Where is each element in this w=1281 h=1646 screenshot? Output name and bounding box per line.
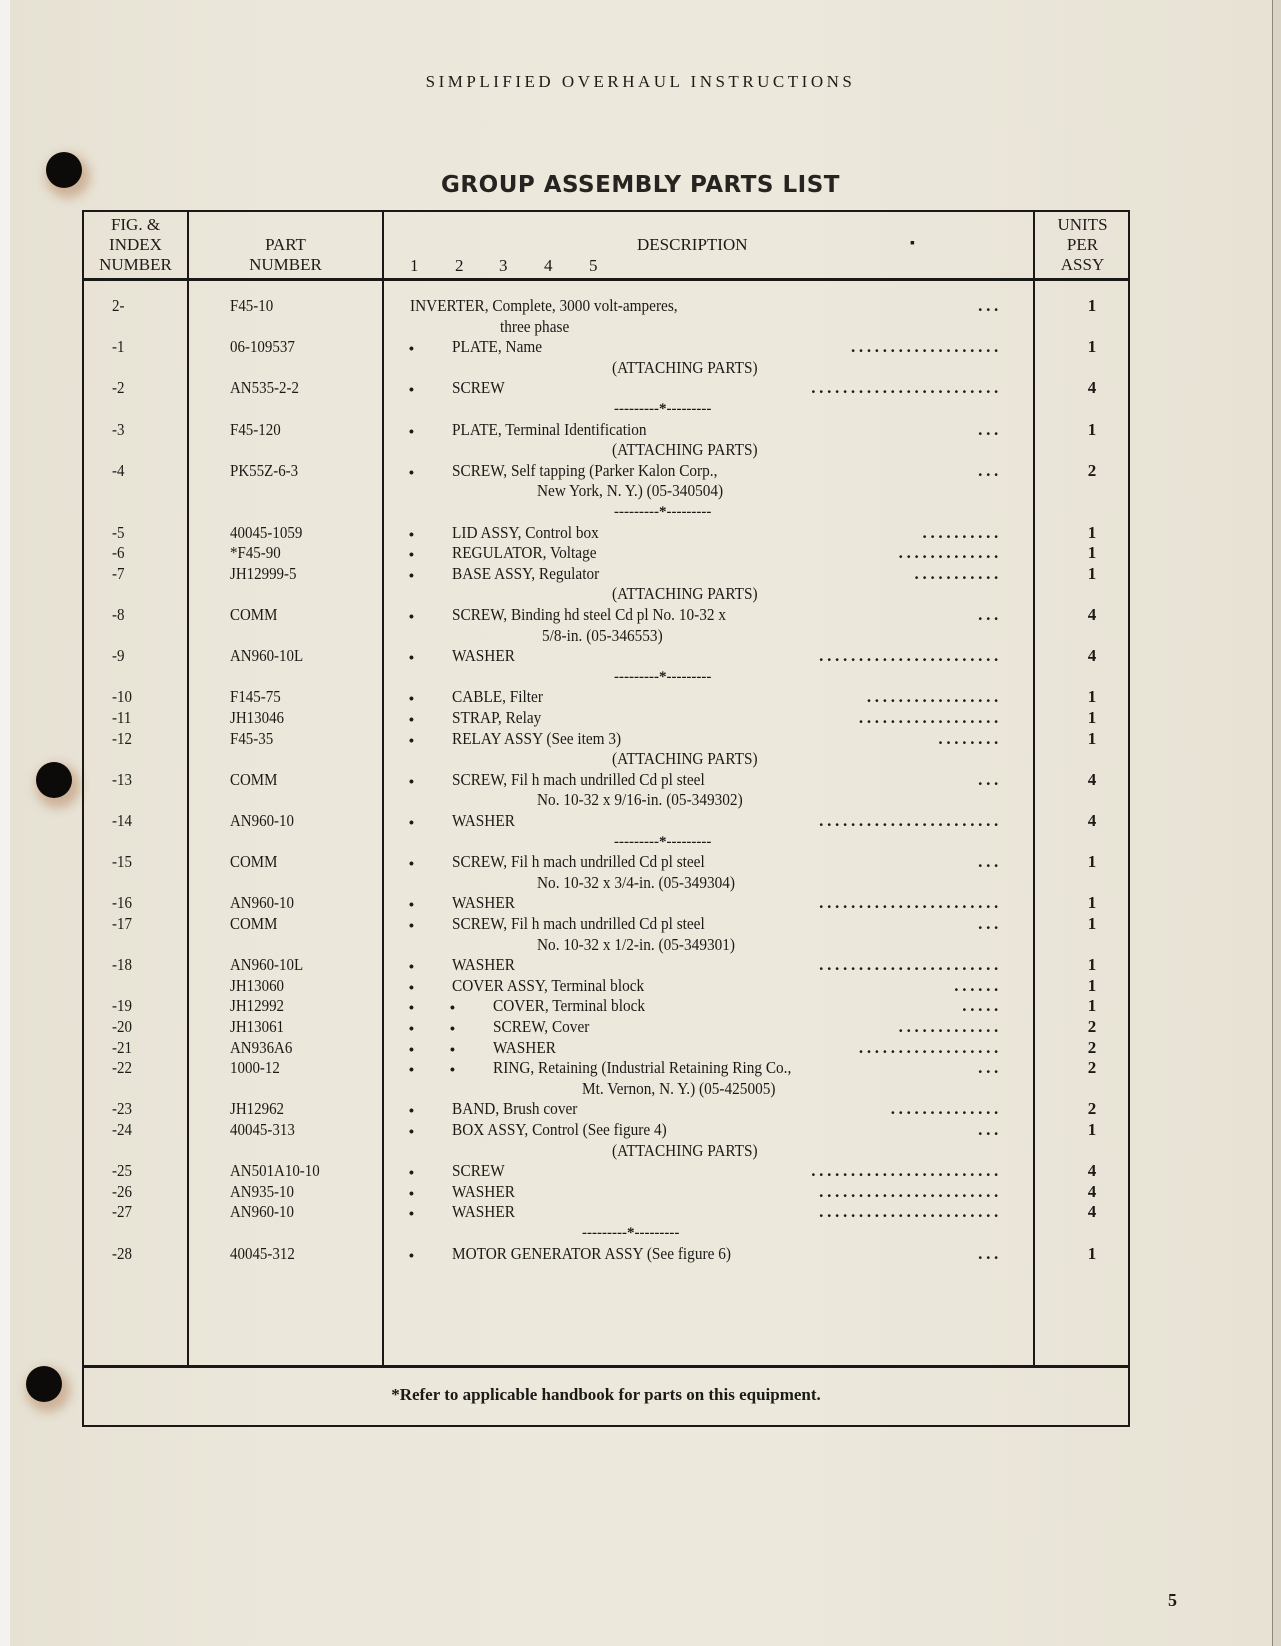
indent-bullet-icon: •: [409, 917, 414, 933]
description: SCREW, Binding hd steel Cd pl No. 10-32 x: [452, 605, 727, 624]
table-row: [82, 811, 1130, 831]
description: REGULATOR, Voltage: [452, 543, 597, 563]
leader-dots: ...........: [914, 563, 1002, 583]
description: WASHER: [452, 1202, 515, 1222]
indent-bullet-icon: •: [409, 649, 414, 666]
table-row-continuation: [82, 790, 1130, 810]
table-row-continuation: [82, 626, 1130, 646]
indent-bullet-icon: •: [409, 772, 414, 789]
index-number: -11: [112, 708, 132, 727]
description: STRAP, Relay: [452, 708, 542, 727]
description: WASHER: [452, 1181, 515, 1201]
separator-line: ---------*---------: [614, 401, 712, 417]
units-per-assy: 1: [1087, 522, 1097, 542]
part-number: COMM: [230, 852, 278, 872]
leader-dots: ........................: [811, 1161, 1002, 1181]
description: SCREW, Cover: [493, 1017, 590, 1036]
leader-dots: .......................: [819, 955, 1002, 975]
description: SCREW: [452, 378, 505, 398]
description: WASHER: [452, 811, 515, 830]
leader-dots: .....: [962, 996, 1002, 1016]
indent-bullet-icon: •: [409, 978, 414, 995]
table-row: [82, 337, 1130, 357]
part-number: JH12992: [230, 996, 285, 1016]
leader-dots: ......: [954, 975, 1002, 995]
part-number: 40045-1059: [230, 522, 303, 542]
table-row: [82, 543, 1130, 563]
part-number: F45-35: [230, 728, 274, 748]
table-row: [82, 646, 1130, 666]
index-number: -13: [112, 769, 132, 789]
header-level-2: 2: [455, 256, 464, 275]
table-row: [82, 893, 1130, 913]
indent-bullet-icon: •: [409, 525, 414, 542]
description: CABLE, Filter: [452, 687, 543, 707]
group-separator: [82, 502, 1130, 522]
description-continuation: No. 10-32 x 1/2-in. (05-349301): [537, 934, 736, 954]
description: WASHER: [452, 893, 515, 913]
attaching-parts-note: [82, 1141, 1130, 1161]
part-number: AN935-10: [230, 1181, 294, 1201]
attaching-parts-note: [82, 440, 1130, 460]
units-per-assy: 1: [1087, 708, 1097, 727]
index-number: -5: [112, 522, 125, 542]
leader-dots: .......................: [819, 811, 1002, 830]
units-per-assy: 1: [1087, 1243, 1097, 1263]
index-number: -1: [112, 337, 125, 357]
table-row-continuation: [82, 1079, 1130, 1099]
index-number: -28: [112, 1243, 132, 1263]
table-row: [82, 1202, 1130, 1222]
table-row: [82, 296, 1130, 316]
description: SCREW, Fil h mach undrilled Cd pl steel: [452, 769, 705, 789]
indent-bullet-icon: •: [409, 546, 414, 563]
indent-bullet-icon: •: [450, 1020, 455, 1036]
part-number: JH12962: [230, 1099, 285, 1119]
table-row: [82, 914, 1130, 934]
units-per-assy: 2: [1087, 1099, 1097, 1119]
leader-dots: .......................: [819, 893, 1002, 913]
units-per-assy: 4: [1087, 605, 1097, 624]
part-number: 40045-313: [230, 1120, 295, 1139]
description: INVERTER, Complete, 3000 volt-amperes,: [410, 296, 678, 315]
description-continuation: No. 10-32 x 9/16-in. (05-349302): [537, 790, 743, 810]
part-number: PK55Z-6-3: [230, 460, 299, 480]
table-row-continuation: [82, 935, 1130, 955]
indent-bullet-icon: •: [409, 814, 414, 830]
leader-dots: ...: [978, 460, 1002, 480]
units-per-assy: 1: [1087, 296, 1097, 315]
indent-bullet-icon: •: [409, 1123, 414, 1139]
units-per-assy: 1: [1087, 893, 1097, 913]
index-number: -6: [112, 543, 125, 563]
part-number: JH13061: [230, 1017, 285, 1036]
index-number: -18: [112, 955, 132, 975]
index-number: -4: [112, 460, 125, 480]
separator-line: ---------*---------: [582, 1225, 680, 1241]
header-part-number: PART NUMBER: [249, 235, 322, 274]
indent-bullet-icon: •: [409, 855, 414, 872]
part-number: AN960-10: [230, 893, 294, 913]
units-per-assy: 1: [1087, 543, 1097, 563]
indent-bullet-icon: •: [409, 896, 414, 913]
punch-hole-icon: [26, 1366, 62, 1402]
leader-dots: ........: [938, 728, 1002, 748]
units-per-assy: 1: [1087, 996, 1097, 1016]
units-per-assy: 2: [1087, 1017, 1097, 1036]
table-row: [82, 770, 1130, 790]
leader-dots: ..................: [858, 1037, 1002, 1057]
table-row: [82, 976, 1130, 996]
separator-line: ---------*---------: [614, 833, 712, 850]
index-number: -14: [112, 811, 132, 830]
header-level-4: 4: [544, 256, 553, 275]
table-row: [82, 1099, 1130, 1119]
description: BOX ASSY, Control (See figure 4): [452, 1120, 667, 1139]
description: SCREW, Self tapping (Parker Kalon Corp.,: [452, 460, 718, 480]
indent-bullet-icon: •: [450, 1061, 455, 1078]
description: WASHER: [452, 646, 515, 666]
leader-dots: ...: [978, 914, 1002, 933]
leader-dots: .......................: [819, 646, 1002, 666]
leader-dots: ...: [978, 852, 1002, 872]
part-number: AN535-2-2: [230, 378, 299, 398]
part-number: JH13060: [230, 975, 285, 995]
part-number: AN960-10L: [230, 646, 304, 666]
description: RELAY ASSY (See item 3): [452, 728, 622, 748]
indent-bullet-icon: •: [409, 711, 414, 727]
index-number: -15: [112, 852, 132, 872]
part-number: AN936A6: [230, 1037, 293, 1057]
part-number: 1000-12: [230, 1058, 280, 1078]
units-per-assy: 1: [1087, 1120, 1097, 1139]
index-number: 2-: [112, 296, 125, 315]
units-per-assy: 2: [1087, 1037, 1097, 1057]
indent-bullet-icon: •: [409, 566, 414, 583]
description-continuation: No. 10-32 x 3/4-in. (05-349304): [537, 872, 736, 892]
part-number: *F45-90: [230, 543, 281, 563]
table-row: [82, 420, 1130, 440]
table-row-continuation: [82, 317, 1130, 337]
punch-hole-icon: [36, 762, 72, 798]
indent-bullet-icon: •: [450, 1040, 455, 1057]
description: BAND, Brush cover: [452, 1099, 578, 1119]
indent-bullet-icon: •: [409, 1040, 414, 1057]
separator-line: ---------*---------: [614, 504, 712, 520]
description: WASHER: [493, 1037, 556, 1057]
description: COVER ASSY, Terminal block: [452, 975, 645, 995]
indent-bullet-icon: •: [409, 731, 414, 748]
indent-bullet-icon: •: [409, 381, 414, 398]
leader-dots: ...: [978, 419, 1002, 439]
header-level-1: 1: [410, 256, 419, 275]
leader-dots: ...: [978, 1120, 1002, 1139]
indent-bullet-icon: •: [409, 690, 414, 707]
part-number: F145-75: [230, 687, 281, 707]
page-left-margin: [0, 0, 10, 1646]
footnote: *Refer to applicable handbook for parts on this equipment.: [391, 1385, 821, 1404]
units-per-assy: 4: [1087, 769, 1097, 789]
units-per-assy: 1: [1087, 975, 1097, 995]
part-number: AN501A10-10: [230, 1161, 320, 1181]
footer-divider: [82, 1365, 1130, 1368]
part-number: F45-10: [230, 296, 274, 315]
units-per-assy: 4: [1087, 811, 1097, 830]
units-per-assy: 1: [1087, 852, 1097, 872]
table-row-continuation: [82, 481, 1130, 501]
table-row: [82, 729, 1130, 749]
units-per-assy: 2: [1087, 1058, 1097, 1078]
header-level-3: 3: [499, 256, 508, 275]
leader-dots: ...: [978, 769, 1002, 789]
attaching-parts-note: [82, 749, 1130, 769]
index-number: -22: [112, 1058, 132, 1078]
units-per-assy: 4: [1087, 646, 1097, 666]
leader-dots: ...: [978, 1058, 1002, 1078]
separator-line: ---------*---------: [614, 668, 712, 685]
indent-bullet-icon: •: [409, 608, 414, 624]
units-per-assy: 1: [1087, 687, 1097, 707]
description: SCREW, Fil h mach undrilled Cd pl steel: [452, 914, 705, 933]
part-number: 40045-312: [230, 1243, 295, 1263]
description: SCREW, Fil h mach undrilled Cd pl steel: [452, 852, 705, 872]
indent-bullet-icon: •: [409, 1061, 414, 1078]
table-row: [82, 1120, 1130, 1140]
group-separator: [82, 1223, 1130, 1243]
leader-dots: ...................: [850, 337, 1002, 357]
part-number: F45-120: [230, 419, 281, 439]
units-per-assy: 4: [1087, 1202, 1097, 1222]
index-number: -21: [112, 1037, 132, 1057]
index-number: -17: [112, 914, 132, 933]
running-head: SIMPLIFIED OVERHAUL INSTRUCTIONS: [425, 72, 856, 91]
table-row: [82, 378, 1130, 398]
part-number: AN960-10L: [230, 955, 304, 975]
indent-bullet-icon: •: [409, 422, 414, 439]
part-number: AN960-10: [230, 1202, 294, 1222]
units-per-assy: 1: [1087, 563, 1097, 583]
header-divider: [82, 278, 1130, 281]
page-right-edge: [1272, 0, 1281, 1646]
attaching-parts-label: (ATTACHING PARTS): [612, 1140, 758, 1160]
table-row-continuation: [82, 873, 1130, 893]
index-number: -25: [112, 1161, 132, 1181]
table-row: [82, 461, 1130, 481]
leader-dots: .................: [866, 687, 1002, 707]
index-number: -9: [112, 646, 125, 666]
description: LID ASSY, Control box: [452, 522, 599, 542]
description: SCREW: [452, 1161, 505, 1181]
leader-dots: .......................: [819, 1181, 1002, 1201]
leader-dots: .............: [898, 1017, 1002, 1036]
description: COVER, Terminal block: [493, 996, 646, 1016]
description: PLATE, Name: [452, 337, 543, 357]
index-number: -7: [112, 563, 125, 583]
indent-bullet-icon: •: [409, 1184, 414, 1201]
description: MOTOR GENERATOR ASSY (See figure 6): [452, 1243, 731, 1263]
table-row: [82, 687, 1130, 707]
leader-dots: ...: [978, 1243, 1002, 1263]
units-per-assy: 2: [1087, 460, 1097, 480]
indent-bullet-icon: •: [409, 1102, 414, 1119]
description: BASE ASSY, Regulator: [452, 563, 600, 583]
leader-dots: ...: [978, 605, 1002, 624]
header-level-5: 5: [589, 256, 598, 275]
indent-bullet-icon: •: [450, 999, 455, 1016]
index-number: -19: [112, 996, 132, 1016]
units-per-assy: 1: [1087, 955, 1097, 975]
index-number: -12: [112, 728, 132, 748]
leader-dots: ...: [978, 296, 1002, 315]
indent-bullet-icon: •: [409, 1205, 414, 1222]
table-row: [82, 1161, 1130, 1181]
indent-bullet-icon: •: [409, 999, 414, 1016]
description-continuation: New York, N. Y.) (05-340504): [537, 481, 724, 501]
index-number: -27: [112, 1202, 132, 1222]
table-row: [82, 852, 1130, 872]
units-per-assy: 1: [1087, 728, 1097, 748]
table-row: [82, 1244, 1130, 1264]
part-number: AN960-10: [230, 811, 294, 830]
description: WASHER: [452, 955, 515, 975]
indent-bullet-icon: •: [409, 463, 414, 480]
description-continuation: Mt. Vernon, N. Y.) (05-425005): [582, 1078, 776, 1098]
units-per-assy: 4: [1087, 1161, 1097, 1181]
attaching-parts-note: [82, 358, 1130, 378]
page-number: 5: [1168, 1590, 1177, 1610]
units-per-assy: 1: [1087, 419, 1097, 439]
table-row: [82, 523, 1130, 543]
leader-dots: ..............: [890, 1099, 1002, 1119]
header-index: FIG. & INDEX NUMBER: [99, 215, 172, 274]
indent-bullet-icon: •: [409, 1246, 414, 1263]
indent-bullet-icon: •: [409, 1020, 414, 1036]
attaching-parts-note: [82, 584, 1130, 604]
leader-dots: ..........: [922, 522, 1002, 542]
attaching-parts-label: (ATTACHING PARTS): [612, 584, 758, 604]
table-row: [82, 605, 1130, 625]
index-number: -23: [112, 1099, 132, 1119]
part-number: COMM: [230, 914, 278, 933]
part-number: JH13046: [230, 708, 285, 727]
table-row: [82, 1058, 1130, 1078]
index-number: -10: [112, 687, 132, 707]
description-continuation: 5/8-in. (05-346553): [542, 625, 663, 645]
indent-bullet-icon: •: [409, 958, 414, 975]
page-title: GROUP ASSEMBLY PARTS LIST: [441, 172, 840, 198]
group-separator: [82, 832, 1130, 852]
units-per-assy: 4: [1087, 378, 1097, 398]
table-row: [82, 564, 1130, 584]
units-per-assy: 1: [1087, 914, 1097, 933]
table-row: [82, 955, 1130, 975]
attaching-parts-label: (ATTACHING PARTS): [612, 357, 758, 377]
header-description: DESCRIPTION: [637, 235, 748, 254]
index-number: -20: [112, 1017, 132, 1036]
header-units-per-assy: UNITS PER ASSY: [1057, 215, 1108, 274]
attaching-parts-label: (ATTACHING PARTS): [612, 749, 758, 769]
group-separator: [82, 399, 1130, 419]
description: RING, Retaining (Industrial Retaining Ring Co.,: [493, 1058, 792, 1078]
header-mark: ▪: [910, 236, 915, 251]
part-number: JH12999-5: [230, 563, 297, 583]
index-number: -8: [112, 605, 125, 624]
index-number: -26: [112, 1181, 132, 1201]
index-number: -24: [112, 1120, 132, 1139]
leader-dots: ........................: [811, 378, 1002, 398]
part-number: COMM: [230, 769, 278, 789]
attaching-parts-label: (ATTACHING PARTS): [612, 440, 758, 460]
description-continuation: three phase: [500, 316, 570, 336]
indent-bullet-icon: •: [409, 340, 414, 357]
index-number: -16: [112, 893, 132, 913]
table-row: [82, 1038, 1130, 1058]
leader-dots: .......................: [819, 1202, 1002, 1222]
units-per-assy: 1: [1087, 337, 1097, 357]
group-separator: [82, 667, 1130, 687]
table-row: [82, 1017, 1130, 1037]
indent-bullet-icon: •: [409, 1164, 414, 1181]
table-row: [82, 708, 1130, 728]
index-number: -3: [112, 419, 125, 439]
part-number: 06-109537: [230, 337, 295, 357]
description: PLATE, Terminal Identification: [452, 419, 647, 439]
leader-dots: ..................: [858, 708, 1002, 727]
leader-dots: .............: [898, 543, 1002, 563]
table-row: [82, 996, 1130, 1016]
table-row: [82, 1182, 1130, 1202]
index-number: -2: [112, 378, 125, 398]
units-per-assy: 4: [1087, 1181, 1097, 1201]
part-number: COMM: [230, 605, 278, 624]
